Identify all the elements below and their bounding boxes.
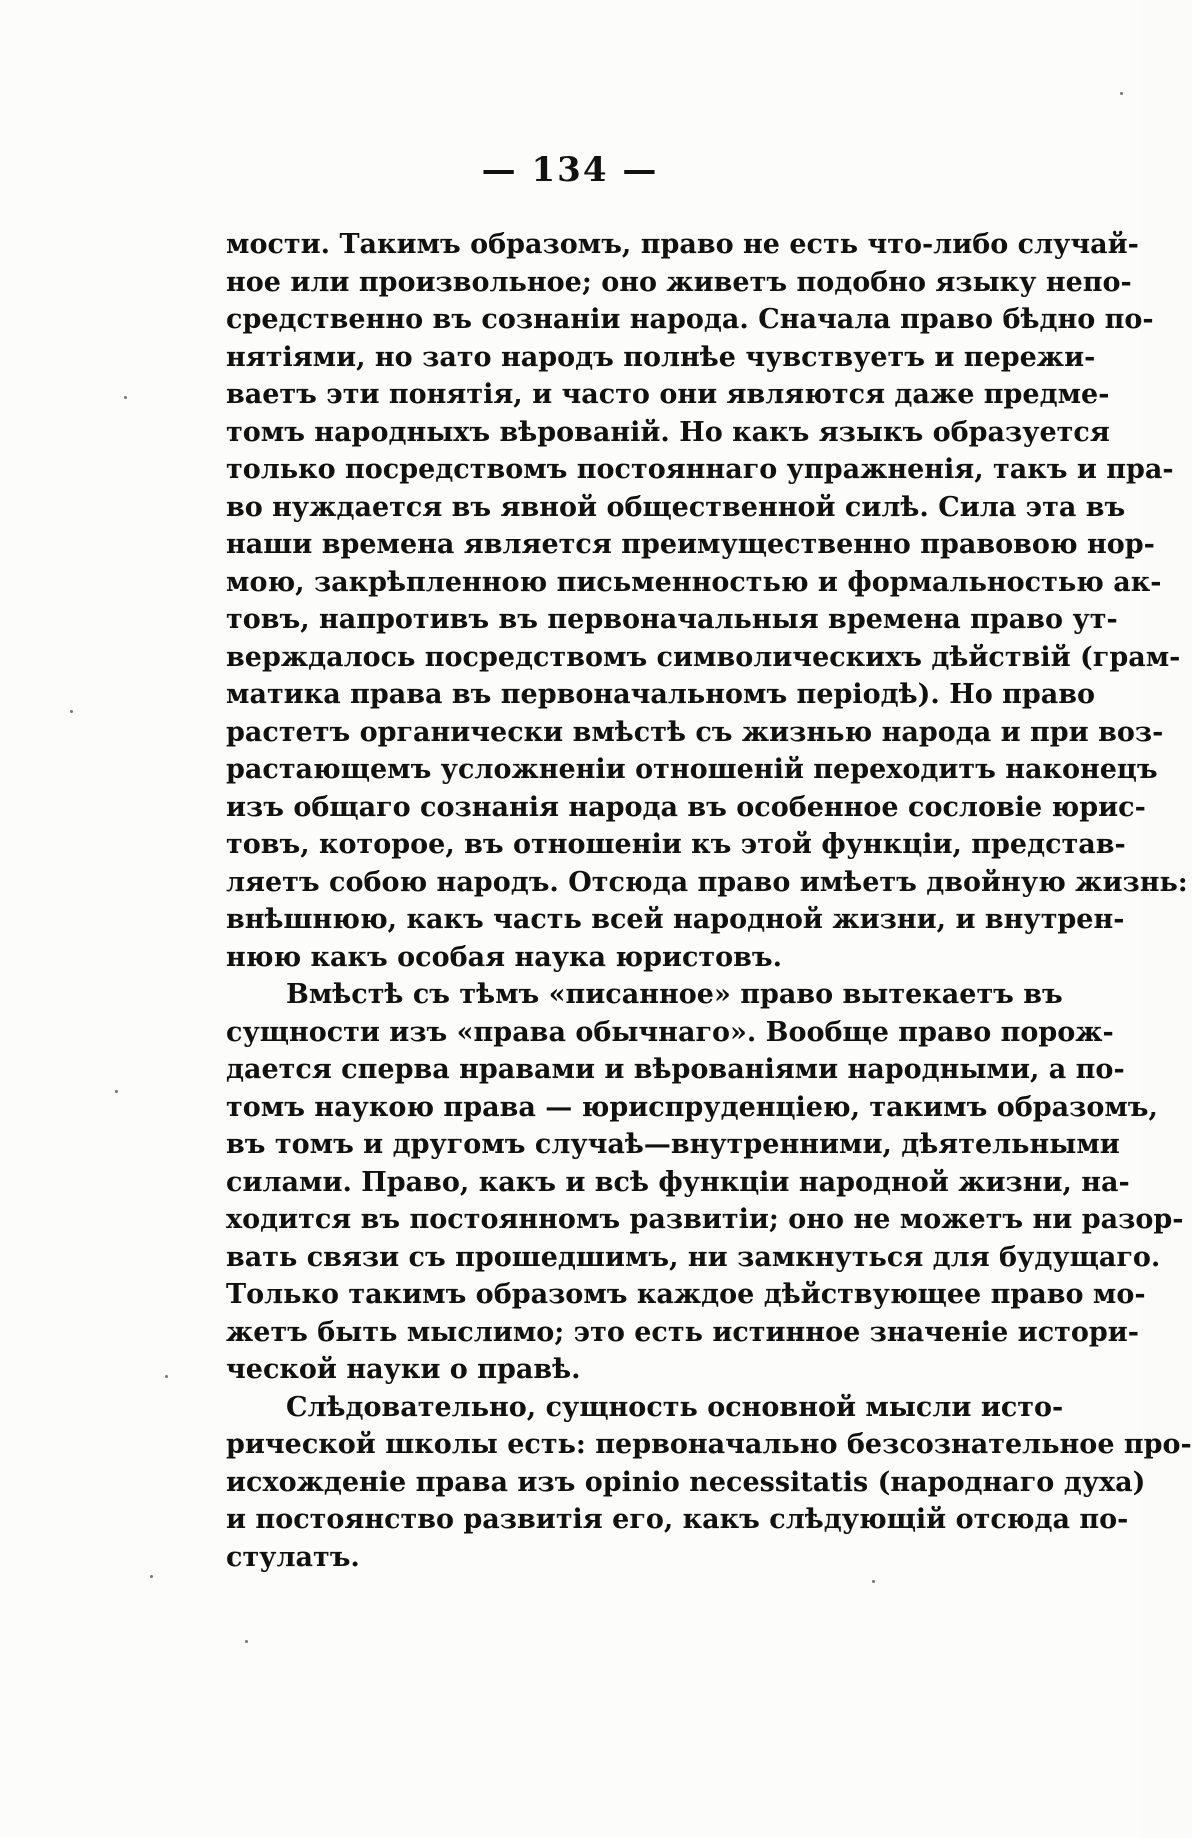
text-line: растетъ органически вмѣстѣ съ жизнью народа и при воз- — [226, 716, 1164, 748]
text-line: жетъ быть мыслимо; это есть истинное значеніе истори- — [226, 1316, 1139, 1348]
text-line: внѣшнюю, какъ часть всей народной жизни, и внутрен- — [226, 904, 1125, 935]
paragraph-1 — [226, 226, 1188, 976]
scan-speck — [245, 1640, 248, 1643]
text-line: исхожденіе права изъ opinio necessitatis (народнаго духа) — [226, 1466, 1146, 1498]
paragraph-3 — [226, 1389, 1192, 1577]
text-line: томъ наукою права — юриспруденціею, такимъ образомъ, — [226, 1091, 1158, 1123]
text-line: ляетъ собою народъ. Отсюда право имѣетъ двойную жизнь: — [226, 866, 1188, 898]
text-line: ваетъ эти понятія, и часто они являются даже предме- — [226, 379, 1110, 410]
text-line: мою, закрѣпленною письменностью и формальностью ак- — [226, 566, 1162, 598]
text-line: ходится въ постоянномъ развитіи; оно не можетъ ни разор- — [226, 1204, 1184, 1235]
text-line: мости. Такимъ образомъ, право не есть что-либо случай- — [226, 229, 1139, 260]
scan-speck — [115, 1090, 118, 1093]
text-line: ческой науки о правѣ. — [226, 1354, 581, 1385]
text-line: ное или произвольное; оно живетъ подобно языку непо- — [226, 266, 1132, 298]
text-line: товъ, напротивъ въ первоначальныя времена право ут- — [226, 604, 1118, 635]
text-line: матика права въ первоначальномъ періодѣ). Но право — [226, 679, 1096, 710]
page-number: — 134 — — [481, 150, 659, 190]
text-line: изъ общаго сознанія народа въ особенное сословіе юрис- — [226, 791, 1146, 823]
scan-speck — [150, 1575, 153, 1578]
text-line: наши времена является преимущественно правовою нор- — [226, 529, 1155, 560]
scan-speck — [70, 710, 73, 713]
scan-speck — [872, 1580, 875, 1583]
text-line: средственно въ сознаніи народа. Сначала право бѣдно по- — [226, 304, 1154, 335]
scan-speck — [124, 396, 127, 399]
text-line: сущности изъ «права обычнаго». Вообще право порож- — [226, 1016, 1114, 1048]
text-line: стулатъ. — [226, 1541, 360, 1573]
text-line: томъ народныхъ вѣрованій. Но какъ языкъ образуется — [226, 416, 1110, 448]
text-line: въ томъ и другомъ случаѣ—внутренними, дѣятельными — [226, 1129, 1120, 1160]
text-line: силами. Право, какъ и всѣ функціи народной жизни, на- — [226, 1166, 1130, 1198]
text-line: нятіями, но зато народъ полнѣе чувствуетъ и пережи- — [226, 341, 1096, 373]
scan-speck — [1120, 92, 1123, 95]
paragraph-2 — [226, 976, 1184, 1389]
text-line: Слѣдовательно, сущность основной мысли исто- — [286, 1391, 1064, 1423]
text-line: вать связи съ прошедшимъ, ни замкнуться для будущаго. — [226, 1241, 1161, 1273]
text-line: товъ, которое, въ отношеніи къ этой функціи, представ- — [226, 829, 1126, 860]
text-line: верждалось посредствомъ символическихъ дѣйствій (грам- — [226, 641, 1181, 673]
text-line: нюю какъ особая наука юристовъ. — [226, 941, 783, 973]
scan-speck — [165, 1375, 168, 1378]
text-line: дается сперва нравами и вѣрованіями народными, а по- — [226, 1054, 1125, 1085]
text-line: только посредствомъ постояннаго упражненія, такъ и пра- — [226, 454, 1174, 485]
text-line: Вмѣстѣ съ тѣмъ «писанное» право вытекаетъ въ — [286, 979, 1063, 1010]
text-line: рической школы есть: первоначально безсознательное про- — [226, 1429, 1192, 1460]
body-text — [226, 226, 1192, 1576]
text-line: во нуждается въ явной общественной силѣ. Сила эта въ — [226, 491, 1126, 523]
text-line: Только такимъ образомъ каждое дѣйствующее право мо- — [226, 1279, 1146, 1310]
text-line: растающемъ усложненіи отношеній переходитъ наконецъ — [226, 754, 1158, 785]
text-line: и постоянство развитія его, какъ слѣдующій отсюда по- — [226, 1504, 1129, 1535]
